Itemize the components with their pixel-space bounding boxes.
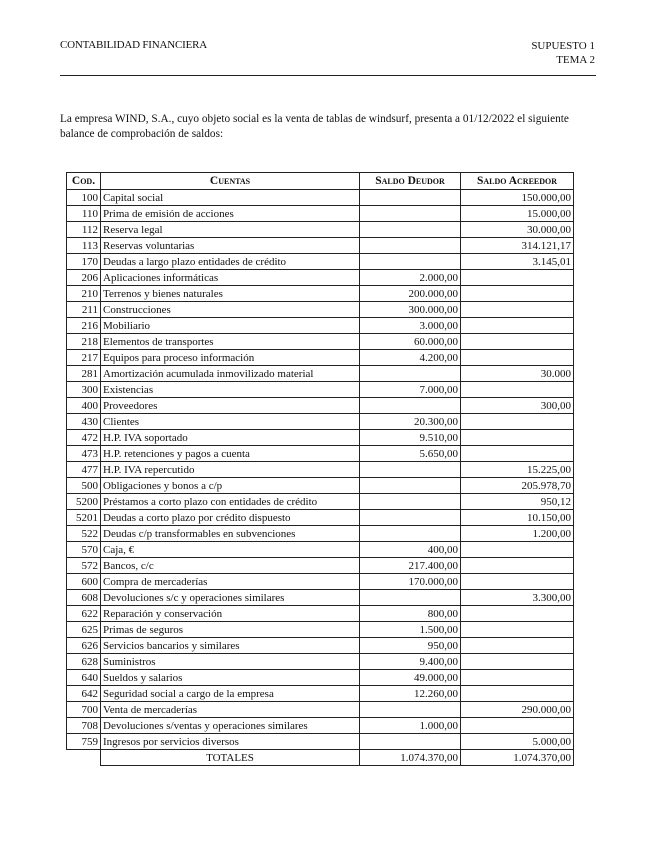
table-row <box>67 558 574 574</box>
column-header-saldo-deudor: Saldo Deudor <box>360 173 461 190</box>
cell-cod: 522 <box>67 526 101 542</box>
cell-saldo-deudor: 950,00 <box>360 638 461 654</box>
table-row <box>67 622 574 638</box>
cell-saldo-deudor: 49.000,00 <box>360 670 461 686</box>
table-row <box>67 382 574 398</box>
cell-saldo-acreedor: 300,00 <box>461 398 574 414</box>
cell-cod: 400 <box>67 398 101 414</box>
table-row <box>67 702 574 718</box>
table-row <box>67 638 574 654</box>
cell-saldo-deudor: 1.500,00 <box>360 622 461 638</box>
cell-saldo-acreedor: 150.000,00 <box>461 190 574 206</box>
cell-saldo-deudor: 800,00 <box>360 606 461 622</box>
cell-saldo-acreedor <box>461 638 574 654</box>
cell-cod: 500 <box>67 478 101 494</box>
cell-cod: 216 <box>67 318 101 334</box>
cell-saldo-acreedor <box>461 686 574 702</box>
cell-saldo-deudor <box>360 462 461 478</box>
cell-cuenta: Venta de mercaderías <box>101 702 360 718</box>
cell-cuenta: Existencias <box>101 382 360 398</box>
cell-saldo-deudor <box>360 190 461 206</box>
cell-cuenta: Primas de seguros <box>101 622 360 638</box>
cell-cod: 642 <box>67 686 101 702</box>
cell-saldo-acreedor: 3.145,01 <box>461 254 574 270</box>
cell-cod: 100 <box>67 190 101 206</box>
cell-cuenta: Terrenos y bienes naturales <box>101 286 360 302</box>
cell-saldo-deudor <box>360 398 461 414</box>
cell-saldo-acreedor: 290.000,00 <box>461 702 574 718</box>
table-row <box>67 478 574 494</box>
column-header-saldo-acreedor: Saldo Acreedor <box>461 173 574 190</box>
cell-saldo-acreedor: 5.000,00 <box>461 734 574 750</box>
cell-cod: 211 <box>67 302 101 318</box>
cell-saldo-acreedor <box>461 270 574 286</box>
cell-saldo-deudor: 217.400,00 <box>360 558 461 574</box>
table-row <box>67 398 574 414</box>
cell-cuenta: Ingresos por servicios diversos <box>101 734 360 750</box>
cell-saldo-deudor <box>360 238 461 254</box>
table-row <box>67 510 574 526</box>
cell-saldo-deudor: 9.510,00 <box>360 430 461 446</box>
cell-saldo-acreedor: 950,12 <box>461 494 574 510</box>
cell-saldo-acreedor <box>461 302 574 318</box>
cell-saldo-acreedor <box>461 670 574 686</box>
cell-saldo-deudor: 300.000,00 <box>360 302 461 318</box>
cell-cod: 206 <box>67 270 101 286</box>
cell-saldo-acreedor: 314.121,17 <box>461 238 574 254</box>
column-header-cuentas: Cuentas <box>101 173 360 190</box>
cell-saldo-acreedor <box>461 542 574 558</box>
table-row <box>67 446 574 462</box>
cell-cuenta: Capital social <box>101 190 360 206</box>
table-row <box>67 190 574 206</box>
cell-cuenta: Clientes <box>101 414 360 430</box>
cell-saldo-deudor: 60.000,00 <box>360 334 461 350</box>
cell-saldo-deudor <box>360 510 461 526</box>
table-row <box>67 654 574 670</box>
cell-cuenta: Compra de mercaderías <box>101 574 360 590</box>
cell-saldo-deudor <box>360 494 461 510</box>
table-row <box>67 430 574 446</box>
cell-cod: 472 <box>67 430 101 446</box>
cell-saldo-deudor <box>360 590 461 606</box>
cell-cuenta: Reservas voluntarias <box>101 238 360 254</box>
cell-cod: 708 <box>67 718 101 734</box>
cell-cuenta: Caja, € <box>101 542 360 558</box>
table-row <box>67 254 574 270</box>
cell-cod: 113 <box>67 238 101 254</box>
cell-cod: 608 <box>67 590 101 606</box>
cell-saldo-acreedor <box>461 654 574 670</box>
header-topic-number: TEMA 2 <box>556 54 595 66</box>
cell-saldo-acreedor: 15.000,00 <box>461 206 574 222</box>
table-body <box>67 190 574 750</box>
cell-cod: 112 <box>67 222 101 238</box>
cell-cod: 281 <box>67 366 101 382</box>
cell-cuenta: H.P. IVA soportado <box>101 430 360 446</box>
totals-deudor: 1.074.370,00 <box>360 750 461 766</box>
cell-saldo-deudor: 9.400,00 <box>360 654 461 670</box>
trial-balance-table <box>66 172 574 766</box>
cell-cod: 217 <box>67 350 101 366</box>
cell-saldo-acreedor <box>461 574 574 590</box>
totals-acreedor: 1.074.370,00 <box>461 750 574 766</box>
cell-cuenta: H.P. retenciones y pagos a cuenta <box>101 446 360 462</box>
cell-saldo-deudor: 12.260,00 <box>360 686 461 702</box>
cell-cuenta: Devoluciones s/c y operaciones similares <box>101 590 360 606</box>
table-row <box>67 206 574 222</box>
table-row <box>67 526 574 542</box>
cell-saldo-acreedor <box>461 318 574 334</box>
header-divider <box>60 75 596 76</box>
cell-saldo-acreedor <box>461 558 574 574</box>
cell-saldo-acreedor <box>461 446 574 462</box>
table-row <box>67 462 574 478</box>
cell-cuenta: Seguridad social a cargo de la empresa <box>101 686 360 702</box>
cell-saldo-acreedor <box>461 718 574 734</box>
cell-cuenta: Obligaciones y bonos a c/p <box>101 478 360 494</box>
cell-cod: 430 <box>67 414 101 430</box>
cell-cod: 300 <box>67 382 101 398</box>
cell-saldo-deudor <box>360 734 461 750</box>
totals-row <box>67 750 574 766</box>
cell-saldo-acreedor <box>461 286 574 302</box>
cell-saldo-acreedor: 30.000,00 <box>461 222 574 238</box>
cell-saldo-deudor: 1.000,00 <box>360 718 461 734</box>
cell-cuenta: Mobiliario <box>101 318 360 334</box>
cell-saldo-deudor: 7.000,00 <box>360 382 461 398</box>
table-row <box>67 222 574 238</box>
cell-cuenta: Sueldos y salarios <box>101 670 360 686</box>
cell-cod: 570 <box>67 542 101 558</box>
cell-cuenta: Deudas c/p transformables en subvenciones <box>101 526 360 542</box>
table-row <box>67 574 574 590</box>
cell-cuenta: Proveedores <box>101 398 360 414</box>
cell-saldo-deudor <box>360 478 461 494</box>
header-exercise-info <box>531 39 595 67</box>
cell-saldo-deudor: 3.000,00 <box>360 318 461 334</box>
cell-cuenta: Bancos, c/c <box>101 558 360 574</box>
table-row <box>67 286 574 302</box>
cell-cuenta: Prima de emisión de acciones <box>101 206 360 222</box>
column-header-cod: Cod. <box>67 173 101 190</box>
cell-cuenta: Elementos de transportes <box>101 334 360 350</box>
cell-saldo-deudor: 5.650,00 <box>360 446 461 462</box>
cell-saldo-deudor <box>360 222 461 238</box>
totals-label: TOTALES <box>101 750 360 766</box>
cell-saldo-acreedor <box>461 334 574 350</box>
cell-saldo-acreedor: 15.225,00 <box>461 462 574 478</box>
cell-saldo-acreedor <box>461 430 574 446</box>
table-row <box>67 366 574 382</box>
cell-cuenta: Aplicaciones informáticas <box>101 270 360 286</box>
table-row <box>67 542 574 558</box>
cell-saldo-deudor <box>360 366 461 382</box>
cell-saldo-deudor <box>360 254 461 270</box>
table-row <box>67 734 574 750</box>
cell-saldo-acreedor: 30.000 <box>461 366 574 382</box>
cell-saldo-acreedor <box>461 414 574 430</box>
cell-cuenta: Reserva legal <box>101 222 360 238</box>
cell-saldo-deudor: 170.000,00 <box>360 574 461 590</box>
table-row <box>67 670 574 686</box>
cell-cuenta: Reparación y conservación <box>101 606 360 622</box>
cell-cod: 622 <box>67 606 101 622</box>
table-row <box>67 238 574 254</box>
table-row <box>67 718 574 734</box>
cell-saldo-acreedor: 205.978,70 <box>461 478 574 494</box>
header-course-title: CONTABILIDAD FINANCIERA <box>60 39 207 51</box>
cell-saldo-deudor <box>360 206 461 222</box>
cell-cuenta: Deudas a largo plazo entidades de crédito <box>101 254 360 270</box>
cell-cod: 110 <box>67 206 101 222</box>
table-row <box>67 494 574 510</box>
cell-cuenta: H.P. IVA repercutido <box>101 462 360 478</box>
cell-cuenta: Equipos para proceso información <box>101 350 360 366</box>
table-row <box>67 414 574 430</box>
intro-paragraph: La empresa WIND, S.A., cuyo objeto social es la venta de tablas de windsurf, presenta a 01/12/2022 el siguiente balance de comprobación de saldos: <box>60 113 569 140</box>
cell-cod: 600 <box>67 574 101 590</box>
cell-saldo-acreedor: 10.150,00 <box>461 510 574 526</box>
cell-saldo-acreedor <box>461 606 574 622</box>
header-exercise-number: SUPUESTO 1 <box>531 40 595 52</box>
totals-blank-cell <box>67 750 101 766</box>
cell-saldo-deudor: 200.000,00 <box>360 286 461 302</box>
cell-saldo-acreedor: 1.200,00 <box>461 526 574 542</box>
cell-cuenta: Devoluciones s/ventas y operaciones similares <box>101 718 360 734</box>
table-row <box>67 590 574 606</box>
cell-cod: 210 <box>67 286 101 302</box>
cell-saldo-deudor: 400,00 <box>360 542 461 558</box>
cell-saldo-deudor: 2.000,00 <box>360 270 461 286</box>
cell-cuenta: Deudas a corto plazo por crédito dispuesto <box>101 510 360 526</box>
cell-saldo-acreedor <box>461 622 574 638</box>
cell-saldo-deudor <box>360 702 461 718</box>
cell-saldo-deudor: 4.200,00 <box>360 350 461 366</box>
cell-cuenta: Préstamos a corto plazo con entidades de crédito <box>101 494 360 510</box>
cell-saldo-acreedor: 3.300,00 <box>461 590 574 606</box>
table-row <box>67 270 574 286</box>
table-row <box>67 334 574 350</box>
cell-cod: 625 <box>67 622 101 638</box>
table-row <box>67 302 574 318</box>
table-row <box>67 686 574 702</box>
cell-cod: 700 <box>67 702 101 718</box>
table-row <box>67 606 574 622</box>
cell-cod: 572 <box>67 558 101 574</box>
cell-saldo-acreedor <box>461 382 574 398</box>
cell-cod: 759 <box>67 734 101 750</box>
table-row <box>67 350 574 366</box>
cell-cuenta: Construcciones <box>101 302 360 318</box>
cell-cuenta: Amortización acumulada inmovilizado material <box>101 366 360 382</box>
cell-cod: 218 <box>67 334 101 350</box>
table-row <box>67 318 574 334</box>
cell-saldo-deudor: 20.300,00 <box>360 414 461 430</box>
cell-cod: 5201 <box>67 510 101 526</box>
cell-cuenta: Servicios bancarios y similares <box>101 638 360 654</box>
cell-saldo-deudor <box>360 526 461 542</box>
cell-cod: 640 <box>67 670 101 686</box>
table-header-row <box>67 173 574 190</box>
cell-cod: 5200 <box>67 494 101 510</box>
cell-cod: 628 <box>67 654 101 670</box>
cell-cod: 170 <box>67 254 101 270</box>
cell-saldo-acreedor <box>461 350 574 366</box>
cell-cod: 626 <box>67 638 101 654</box>
cell-cod: 477 <box>67 462 101 478</box>
cell-cuenta: Suministros <box>101 654 360 670</box>
cell-cod: 473 <box>67 446 101 462</box>
